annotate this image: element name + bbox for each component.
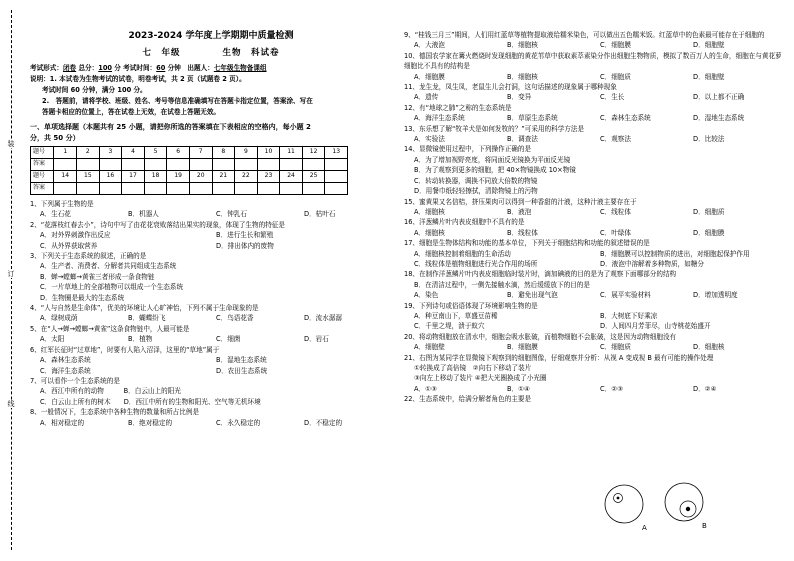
question-stem: 8、一般情况下，生态系统中各种生物的数量和所占比例是 (30, 408, 200, 417)
table-cell: 2 (77, 147, 100, 159)
exam-title: 2023-2024 学年度上学期期中质量检测 (128, 31, 294, 41)
question-option: B．细胞膜 (507, 343, 538, 352)
question-stem: 6、红军长征时“过草地”，时要有人陷入沼泽，这里的“草地”属于 (30, 345, 220, 354)
question (404, 394, 786, 404)
note-1b: 考试时间 60 分钟，满分 100 分。 (42, 86, 147, 94)
answer-cell[interactable] (54, 159, 77, 171)
info-score-label: 总分： (78, 64, 99, 72)
question-option: A．相对稳定的 (40, 418, 85, 427)
option-row (30, 209, 392, 219)
answer-cell[interactable] (325, 159, 348, 171)
table-cell: 7 (189, 147, 212, 159)
question-option: C．千里之堤，溃于蚁穴 (414, 322, 485, 331)
table-cell: 25 (302, 171, 325, 183)
question-option: D．湿地生态系统 (693, 114, 745, 123)
question-stem: 20、将动物细胞放在清水中，细胞会吸水胀破，而植物细胞不会胀破，这是因为动物细胞没有 (404, 332, 677, 341)
table-cell: 6 (167, 147, 190, 159)
info-form-label: 考试形式： (30, 64, 63, 72)
question-stem: 21、右图为某同学在显微镜下观察到的细胞图像，仔细观察并分析：从视 A 变成视 B 最有可能的操作处理 (404, 353, 714, 362)
binding-margin (0, 0, 26, 561)
question-option: A．森林生态系统 (40, 356, 91, 365)
question-option: A．海洋生态系统 (414, 114, 465, 123)
question-list-left (30, 199, 392, 428)
table-cell: 19 (167, 171, 190, 183)
info-time-label: 分 考试时间： (114, 64, 157, 72)
question-option: D．岩石 (304, 335, 329, 344)
answer-cell[interactable] (257, 159, 280, 171)
option-row (30, 355, 392, 365)
table-cell: 11 (280, 147, 303, 159)
question-stem: 15、蜜黄果又名信桔，挤压果肉可以得到一种香甜的汁液，这种汁液主要存在于 (404, 197, 637, 206)
question-stem: 22、生态系统中，给满分解者角色的主要是 (404, 395, 532, 404)
question-option: D．细胞核 (693, 343, 725, 352)
question-option: B．线粒体 (507, 228, 538, 237)
question-option: C．鸟语花香 (216, 314, 254, 323)
question-option: D．农田生态系统 (216, 366, 268, 375)
question-option: C．叶绿体 (600, 228, 631, 237)
answer-cell[interactable] (122, 159, 145, 171)
option-row (30, 241, 392, 251)
answer-cell[interactable] (235, 183, 258, 195)
answer-cell[interactable] (257, 183, 280, 195)
table-cell: 24 (280, 171, 303, 183)
binding-dashed-line (11, 10, 12, 550)
option-row (404, 40, 786, 50)
question-option: A．种豆南山下，草盛豆苗稀 (414, 311, 498, 320)
question-option: C．海洋生态系统 (40, 366, 91, 375)
section-heading-cont: 分，共 50 分） (30, 134, 80, 142)
option-row (404, 72, 786, 82)
question-option: D．排出体内的废物 (216, 241, 274, 250)
question (404, 238, 786, 269)
question-list-right (404, 0, 786, 405)
binding-label: 线 (5, 400, 17, 408)
binding-label: 订 (5, 270, 17, 278)
question-option: A．染色 (414, 291, 439, 300)
answer-cell[interactable] (302, 183, 325, 195)
answer-table (30, 146, 348, 195)
table-cell: 4 (122, 147, 145, 159)
question-option: A．大液泡 (414, 41, 445, 50)
question-option: B．大树底下好乘凉 (600, 311, 658, 320)
table-cell: 答案 (31, 159, 54, 171)
question-option: A．细胞膜 (414, 72, 445, 81)
question-option: C．细胞膜 (600, 41, 631, 50)
table-cell: 17 (122, 171, 145, 183)
question (404, 197, 786, 218)
question-option: C．观察法 (600, 135, 631, 144)
question-option: B．变异 (507, 93, 532, 102)
question-stem: 2、“花落枝红春去小”，诗句中写了由花花衰败落结出果实的现象，体现了生物的特征是 (30, 220, 285, 229)
table-cell: 14 (54, 171, 77, 183)
question-option: B．蝉→螳螂→黄雀三者形成一条食物链 (40, 272, 155, 281)
question-option: A．为了增加视野亮度，将同面反光镜换为平面反光镜 (414, 155, 571, 164)
table-cell (325, 183, 348, 195)
info-form-value: 闭卷 (62, 64, 77, 72)
microscope-view-figure (602, 482, 722, 532)
question-option: B．①④ (507, 384, 530, 393)
option-row (404, 290, 786, 300)
question-stem: 7、可以看作一个生态系统的是 (30, 376, 120, 385)
table-cell: 1 (54, 147, 77, 159)
table-cell: 22 (235, 171, 258, 183)
question-option: D．细胞壁 (693, 72, 725, 81)
question (30, 303, 392, 324)
answer-cell[interactable] (99, 183, 122, 195)
question-option: D．细胞膜 (693, 228, 725, 237)
question-stem: 19、下列诗句或俗语体现了环境影响生物的是 (404, 301, 538, 310)
section-heading: 一、单项选择题（本题共有 25 小题，请把你所选的答案填在下表相应的空格内，每小题 2 (30, 123, 311, 131)
exam-info-line (30, 63, 392, 74)
table-cell: 8 (212, 147, 235, 159)
table-cell: 18 (144, 171, 167, 183)
question-option: C．永久稳定的 (216, 418, 261, 427)
question-option: C．展平实验材料 (600, 291, 651, 300)
answer-cell[interactable] (144, 159, 167, 171)
question-option: C．转动转换器，调换不同放大倍数的物镜 (414, 176, 538, 185)
option-row (30, 366, 392, 376)
table-cell: 13 (325, 147, 348, 159)
question-option: D．细胞壁 (693, 41, 725, 50)
question (404, 30, 786, 51)
option-row (404, 228, 786, 238)
table-cell: 答案 (31, 183, 54, 195)
question-option: B．液泡 (507, 207, 532, 216)
question-option: D．比较法 (693, 135, 725, 144)
question (404, 51, 786, 82)
table-row (31, 183, 348, 195)
question (30, 199, 392, 220)
question-stem: 9、“桂钱三月三”期间，人们用红蓝草等植物提取液给糯米染色，可以做出五色糯米饭。红蓝草中的色素最可能存在于细胞的 (404, 31, 765, 39)
question-option: B．为了观察到更多的细胞，把 40×物镜换成 10×物镜 (414, 166, 576, 175)
table-cell: 5 (144, 147, 167, 159)
question-option: D．人间四月芳菲尽，山寺桃花始盛开 (600, 322, 711, 331)
answer-cell[interactable] (77, 183, 100, 195)
question-option: D．不稳定的 (304, 418, 343, 427)
question-option: A．细胞核 (414, 207, 445, 216)
option-row (404, 92, 786, 102)
question-stem: 16、洋葱鳞片叶内表皮细胞中不具有的是 (404, 218, 525, 227)
question-option: A．细胞壁 (414, 343, 445, 352)
question (404, 217, 786, 238)
question-stem: 3、下列关于生态系统的叙述，正确的是 (30, 252, 147, 261)
question-option: B．细胞膜可以控制物质的进出，对细胞起保护作用 (600, 249, 750, 258)
question-option: D．增加透明度 (693, 291, 738, 300)
answer-cell[interactable] (212, 183, 235, 195)
question-option: B．细胞核 (507, 72, 538, 81)
question-option: D．枯叶石 (304, 210, 336, 219)
table-row (31, 171, 348, 183)
question-option: A．对外界刺激作出反应 (40, 231, 111, 240)
info-score-value: 100 (98, 64, 112, 72)
question-option: D．用餐巾纸轻轻擦拭，清除物镜上的污物 (414, 187, 538, 196)
question (30, 251, 392, 303)
table-cell (325, 171, 348, 183)
answer-cell[interactable] (54, 183, 77, 195)
question-stem: 10、德国农学家在篝火燃烧时发现细胞的黄花苇草中获取素萃素染分作出细胞生物物质，模拟了数百万人的生命，细胞在与黄花萝细胞比不具有的结构是 (404, 51, 782, 71)
info-time-value: 60 (156, 64, 166, 72)
figure-label-a: A (642, 524, 647, 532)
subject-label: 生物 科试卷 (222, 48, 280, 58)
question-stem: 17、细胞是生物体结构和功能的基本单位，下列关于细胞结构和功能的叙述错误的是 (404, 239, 650, 248)
right-column (404, 0, 786, 405)
question-option: C．线粒体 (600, 207, 631, 216)
question-option: C．一片草地上的全部植物可以组成一个生态系统 (40, 283, 184, 292)
question (404, 124, 786, 145)
answer-cell[interactable] (212, 159, 235, 171)
question-option: B．在清洁过程中，一侧先接触水滴，然后缓缓放下的目的是 (414, 280, 590, 289)
option-row (404, 134, 786, 144)
question-option: C．生长 (600, 93, 625, 102)
question-stem: 1、下列属于生物的是 (30, 200, 94, 208)
grade-label: 七 年级 (142, 48, 181, 58)
question-option: ③向左上移动了装片 ④把大光圈换成了小光圈 (414, 374, 547, 383)
answer-cell[interactable] (167, 183, 190, 195)
table-row (31, 147, 348, 159)
question (30, 345, 392, 376)
question-stem: 14、显微镜使用过程中，下列操作正确的是 (404, 145, 532, 154)
question-option: A．太阳 (40, 335, 65, 344)
option-row (30, 418, 392, 428)
question-stem: 11、龙生龙，凤生凤，老鼠生儿会打洞，这句话描述的现象属于哪种现象 (404, 83, 617, 92)
question-option: D．液泡中溶解着多种物质，如糖分 (600, 259, 704, 268)
question-option: A．实验法 (414, 135, 445, 144)
question-stem: 13、东乐想了解“牧羊犬是如何发牧的？”可采用的科学方法是 (404, 124, 585, 133)
question-option: C．②③ (600, 384, 624, 393)
answer-cell[interactable] (122, 183, 145, 195)
answer-cell[interactable] (280, 183, 303, 195)
answer-cell[interactable] (280, 159, 303, 171)
question-option: A．生石花 (40, 210, 71, 219)
table-cell: 3 (99, 147, 122, 159)
question-option: C．白云山上所有的树木 D．西江中所有的生物和阳光、空气等无机环境 (40, 397, 261, 406)
question-option: B．进行生长和繁殖 (216, 231, 274, 240)
question-stem: 12、有“地球之肺”之称的生态系统是 (404, 103, 512, 112)
table-cell: 21 (212, 171, 235, 183)
question-option: A．细胞核 (414, 228, 445, 237)
table-cell: 12 (302, 147, 325, 159)
option-row (404, 113, 786, 123)
question-option: C．从外界获取营养 (40, 241, 98, 250)
table-cell: 题号 (31, 171, 54, 183)
question-stem: 5、在“人→蝉→螳螂→黄雀”这条食物链中，人最可能是 (30, 324, 190, 333)
option-row (404, 259, 786, 269)
question (30, 376, 392, 407)
question-option: D．细胞质 (693, 207, 725, 216)
nucleus-icon (686, 507, 690, 511)
table-cell: 23 (257, 171, 280, 183)
question-option: D．②④ (693, 384, 717, 393)
question-option: B．湿地生态系统 (216, 356, 267, 365)
nucleus-icon (617, 497, 620, 500)
note-1: 说明：1. 本试卷为生物考试的试卷，明卷考试，共 2 页（试题卷 2 页）。 (30, 75, 246, 83)
question-option: A．细胞核控制着细胞的生命活动 (414, 249, 511, 258)
question-option: C．森林生态系统 (600, 114, 651, 123)
question-option: C．钟乳石 (216, 210, 247, 219)
question-option: C．细胞质 (600, 343, 631, 352)
question-option: B．植物 (128, 335, 153, 344)
option-row (30, 334, 392, 344)
answer-cell[interactable] (235, 159, 258, 171)
question-option: D．流水潺潺 (304, 314, 343, 323)
option-row (404, 342, 786, 352)
info-author-value: 七年级生物备课组 (213, 64, 267, 72)
question-option: D．以上都不正确 (693, 93, 745, 102)
option-row (30, 313, 392, 323)
question (30, 220, 392, 251)
table-cell: 20 (189, 171, 212, 183)
question-stem: 18、在制作洋葱鳞片叶内表皮细胞临时装片时，滴加碘液的目的是为了观察下面哪部分的结构 (404, 270, 677, 279)
figure-label-b: B (702, 522, 707, 530)
question-option: B．蝴蝶纷飞 (128, 314, 166, 323)
question (404, 301, 786, 332)
option-row (30, 230, 392, 240)
table-cell: 15 (77, 171, 100, 183)
question-option: A．生产者、消费者、分解者共同组成生态系统 (40, 262, 177, 271)
question (404, 269, 786, 300)
exam-subtitle (30, 43, 392, 63)
answer-cell[interactable] (77, 159, 100, 171)
table-row (31, 159, 348, 171)
question (30, 324, 392, 345)
question-option: A．遗传 (414, 93, 439, 102)
info-author-label: 分钟 出题人： (167, 64, 214, 72)
table-cell: 10 (257, 147, 280, 159)
question (404, 82, 786, 103)
answer-cell[interactable] (144, 183, 167, 195)
option-row (404, 321, 786, 331)
note-2b: 答题卡相应的位置上，答在试卷上无效，在试卷上答题无效。 (42, 108, 221, 116)
question-option: D．生物圈是最大的生态系统 (40, 293, 125, 302)
binding-label: 装 (5, 140, 17, 148)
question (404, 103, 786, 124)
question-stem: 4、“人与自然是生命体”，优美的环境让人心旷神怡，下列不属于生命现象的是 (30, 304, 259, 313)
answer-cell[interactable] (99, 159, 122, 171)
option-row (404, 311, 786, 321)
question-option: B．绝对稳定的 (128, 418, 173, 427)
table-cell: 9 (235, 147, 258, 159)
answer-cell[interactable] (302, 159, 325, 171)
question (404, 332, 786, 353)
question-option: B．细胞核 (507, 41, 538, 50)
left-column (30, 0, 392, 428)
answer-cell[interactable] (189, 183, 212, 195)
option-row (404, 384, 786, 394)
question-option: C．线粒体是植物细胞进行光合作用的场所 (414, 259, 538, 268)
question-option: B．机器人 (128, 210, 159, 219)
note-2: 2. 答题前，请将学校、班级、姓名、考号等信息准确填写在答题卡指定位置，答案涂、写在 (42, 97, 313, 105)
question-option: B．草原生态系统 (507, 114, 558, 123)
option-row (404, 249, 786, 259)
question-option: A．绿树成荫 (40, 314, 78, 323)
answer-cell[interactable] (167, 159, 190, 171)
table-cell: 16 (99, 171, 122, 183)
option-row (404, 207, 786, 217)
question-option: ①转换成了高倍镜 ②向右下移动了装片 (414, 364, 532, 372)
answer-cell[interactable] (189, 159, 212, 171)
question-option: C．细菌 (216, 335, 241, 344)
table-cell: 题号 (31, 147, 54, 159)
question-option: C．细胞质 (600, 72, 631, 81)
question-option: B．调查法 (507, 135, 538, 144)
question (404, 353, 786, 395)
question-option: B．避免出现气泡 (507, 291, 558, 300)
question-option: A．①③ (414, 384, 437, 393)
view-a-circle (605, 485, 643, 523)
question (30, 407, 392, 428)
question-option: A．西江中所有的动物 B．白云山上的阳光 (40, 387, 181, 396)
question (404, 144, 786, 196)
